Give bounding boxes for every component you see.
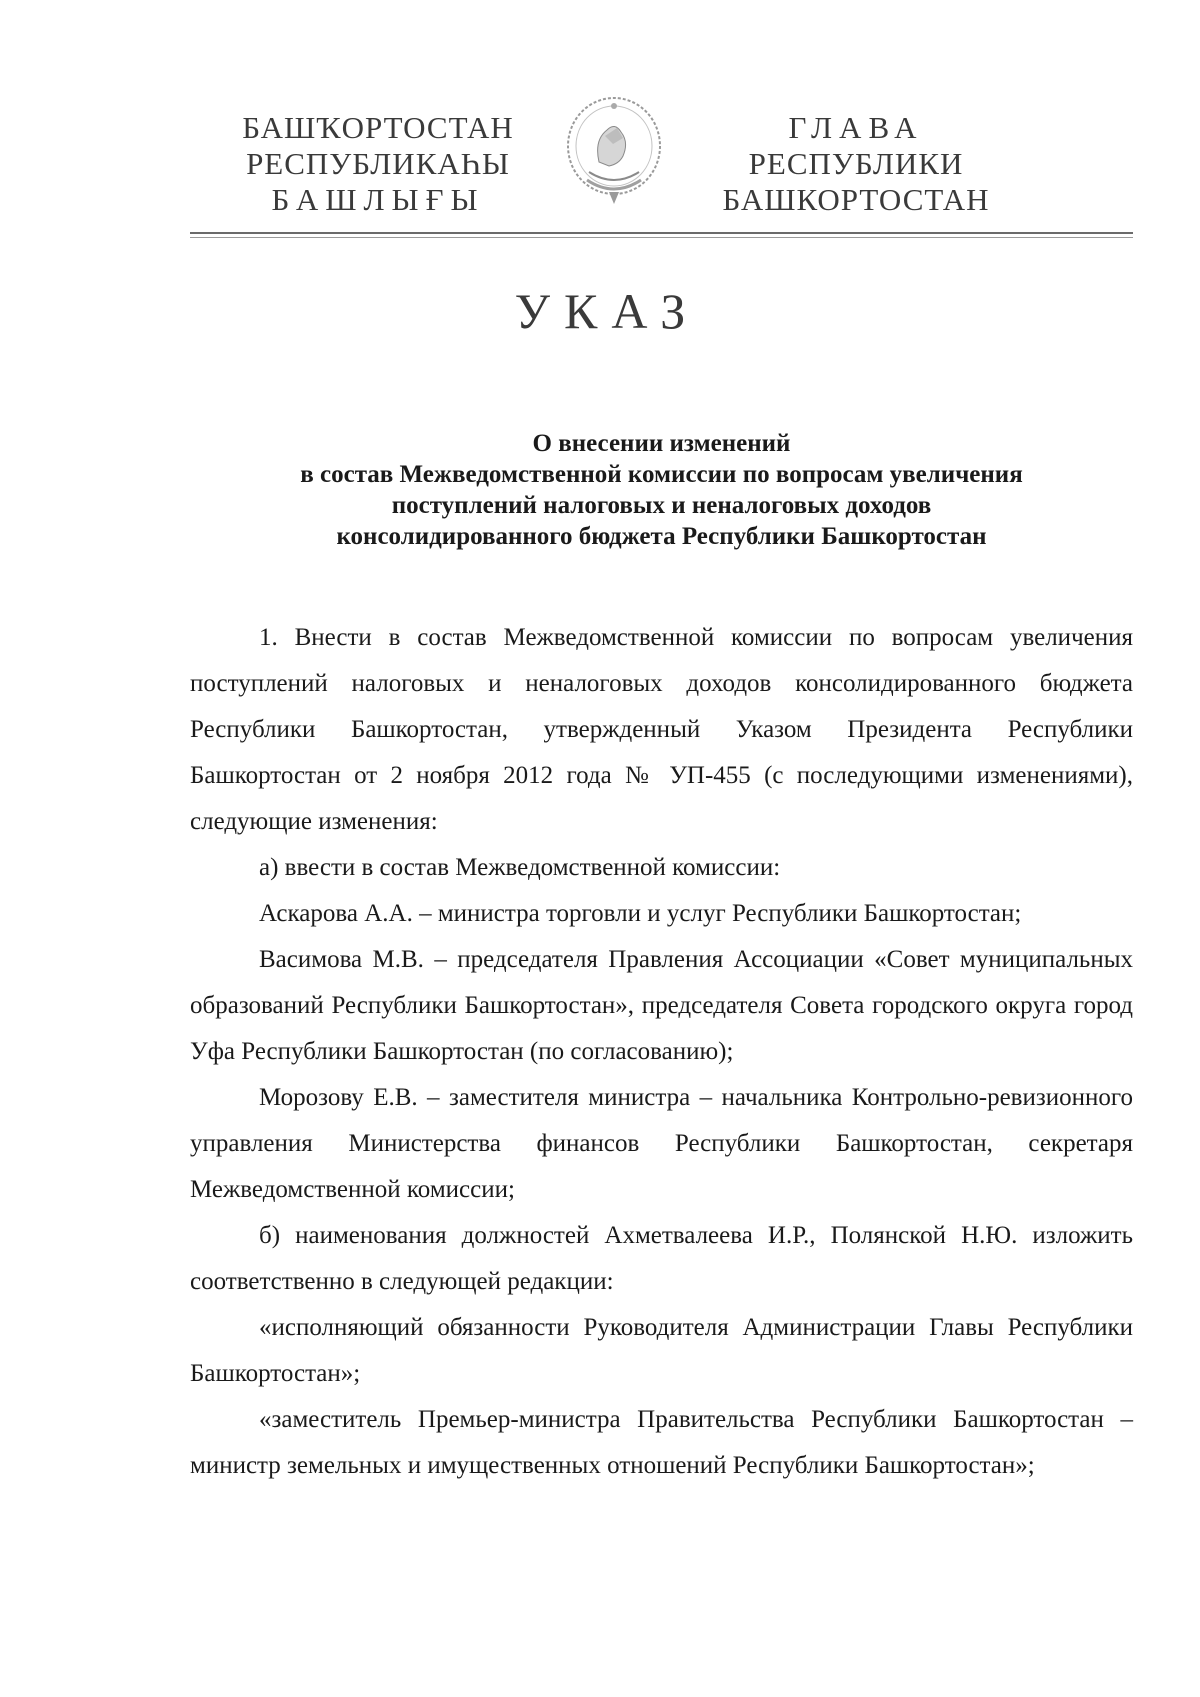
- paragraph-6: б) наименования должностей Ахметвалеева И.Р., Полянской Н.Ю. изложить соответственно в следующей редакции:: [190, 1222, 1133, 1295]
- header-right-line-2: РЕСПУБЛИКИ: [748, 146, 964, 181]
- header-left-line-2: РЕСПУБЛИКАҺЫ: [246, 146, 510, 181]
- paragraph-7: «исполняющий обязанности Руководителя Администрации Главы Республики Башкортостан»;: [190, 1314, 1133, 1387]
- header-left-line-3: БАШЛЫҒЫ: [271, 182, 485, 217]
- header-right-line-1: ГЛАВА: [788, 110, 924, 145]
- header-right-block: [686, 110, 1026, 218]
- coat-of-arms-icon: [559, 92, 669, 210]
- header-left-line-1: БАШҠОРТОСТАН: [242, 110, 514, 145]
- document-body: [190, 615, 1133, 1489]
- paragraph-3: Аскарова А.А. – министра торговли и услуг Республики Башкортостан;: [259, 900, 1022, 927]
- paragraph-5: Морозову Е.В. – заместителя министра – начальника Контрольно-ревизионного управления Министерства финансов Республики Башкортостан, секретаря Межведомственной комиссии;: [190, 1084, 1133, 1203]
- title-line-2: в состав Межведомственной комиссии по вопросам увеличения: [300, 461, 1023, 488]
- paragraph-2: а) ввести в состав Межведомственной комиссии:: [259, 854, 781, 881]
- paragraph-1: 1. Внести в состав Межведомственной комиссии по вопросам увеличения поступлений налоговых и неналоговых доходов консолидированного бюджета Республики Башкортостан, утвержденный Указом Президента Республики Башкортостан от 2 ноября 2012 года № УП-455 (с последующими изменениями), следующие изменения:: [190, 624, 1133, 835]
- title-line-4: консолидированного бюджета Республики Башкортостан: [336, 523, 987, 550]
- title-line-1: О внесении изменений: [532, 430, 791, 457]
- paragraph-8: «заместитель Премьер-министра Правительства Республики Башкортостан – министр земельных и имущественных отношений Республики Башкортостан»;: [190, 1406, 1133, 1479]
- header-divider: [190, 232, 1133, 234]
- document-type: УКАЗ: [514, 283, 700, 339]
- document-title: [190, 428, 1133, 552]
- header-left-block: [208, 110, 548, 218]
- header-right-line-3: БАШКОРТОСТАН: [722, 182, 990, 217]
- title-line-3: поступлений налоговых и неналоговых доходов: [391, 492, 932, 519]
- paragraph-4: Васимова М.В. – председателя Правления Ассоциации «Совет муниципальных образований Республики Башкортостан», председателя Совета городского округа город Уфа Республики Башкортостан (по согласованию);: [190, 946, 1133, 1065]
- header-divider-thin: [190, 237, 1133, 238]
